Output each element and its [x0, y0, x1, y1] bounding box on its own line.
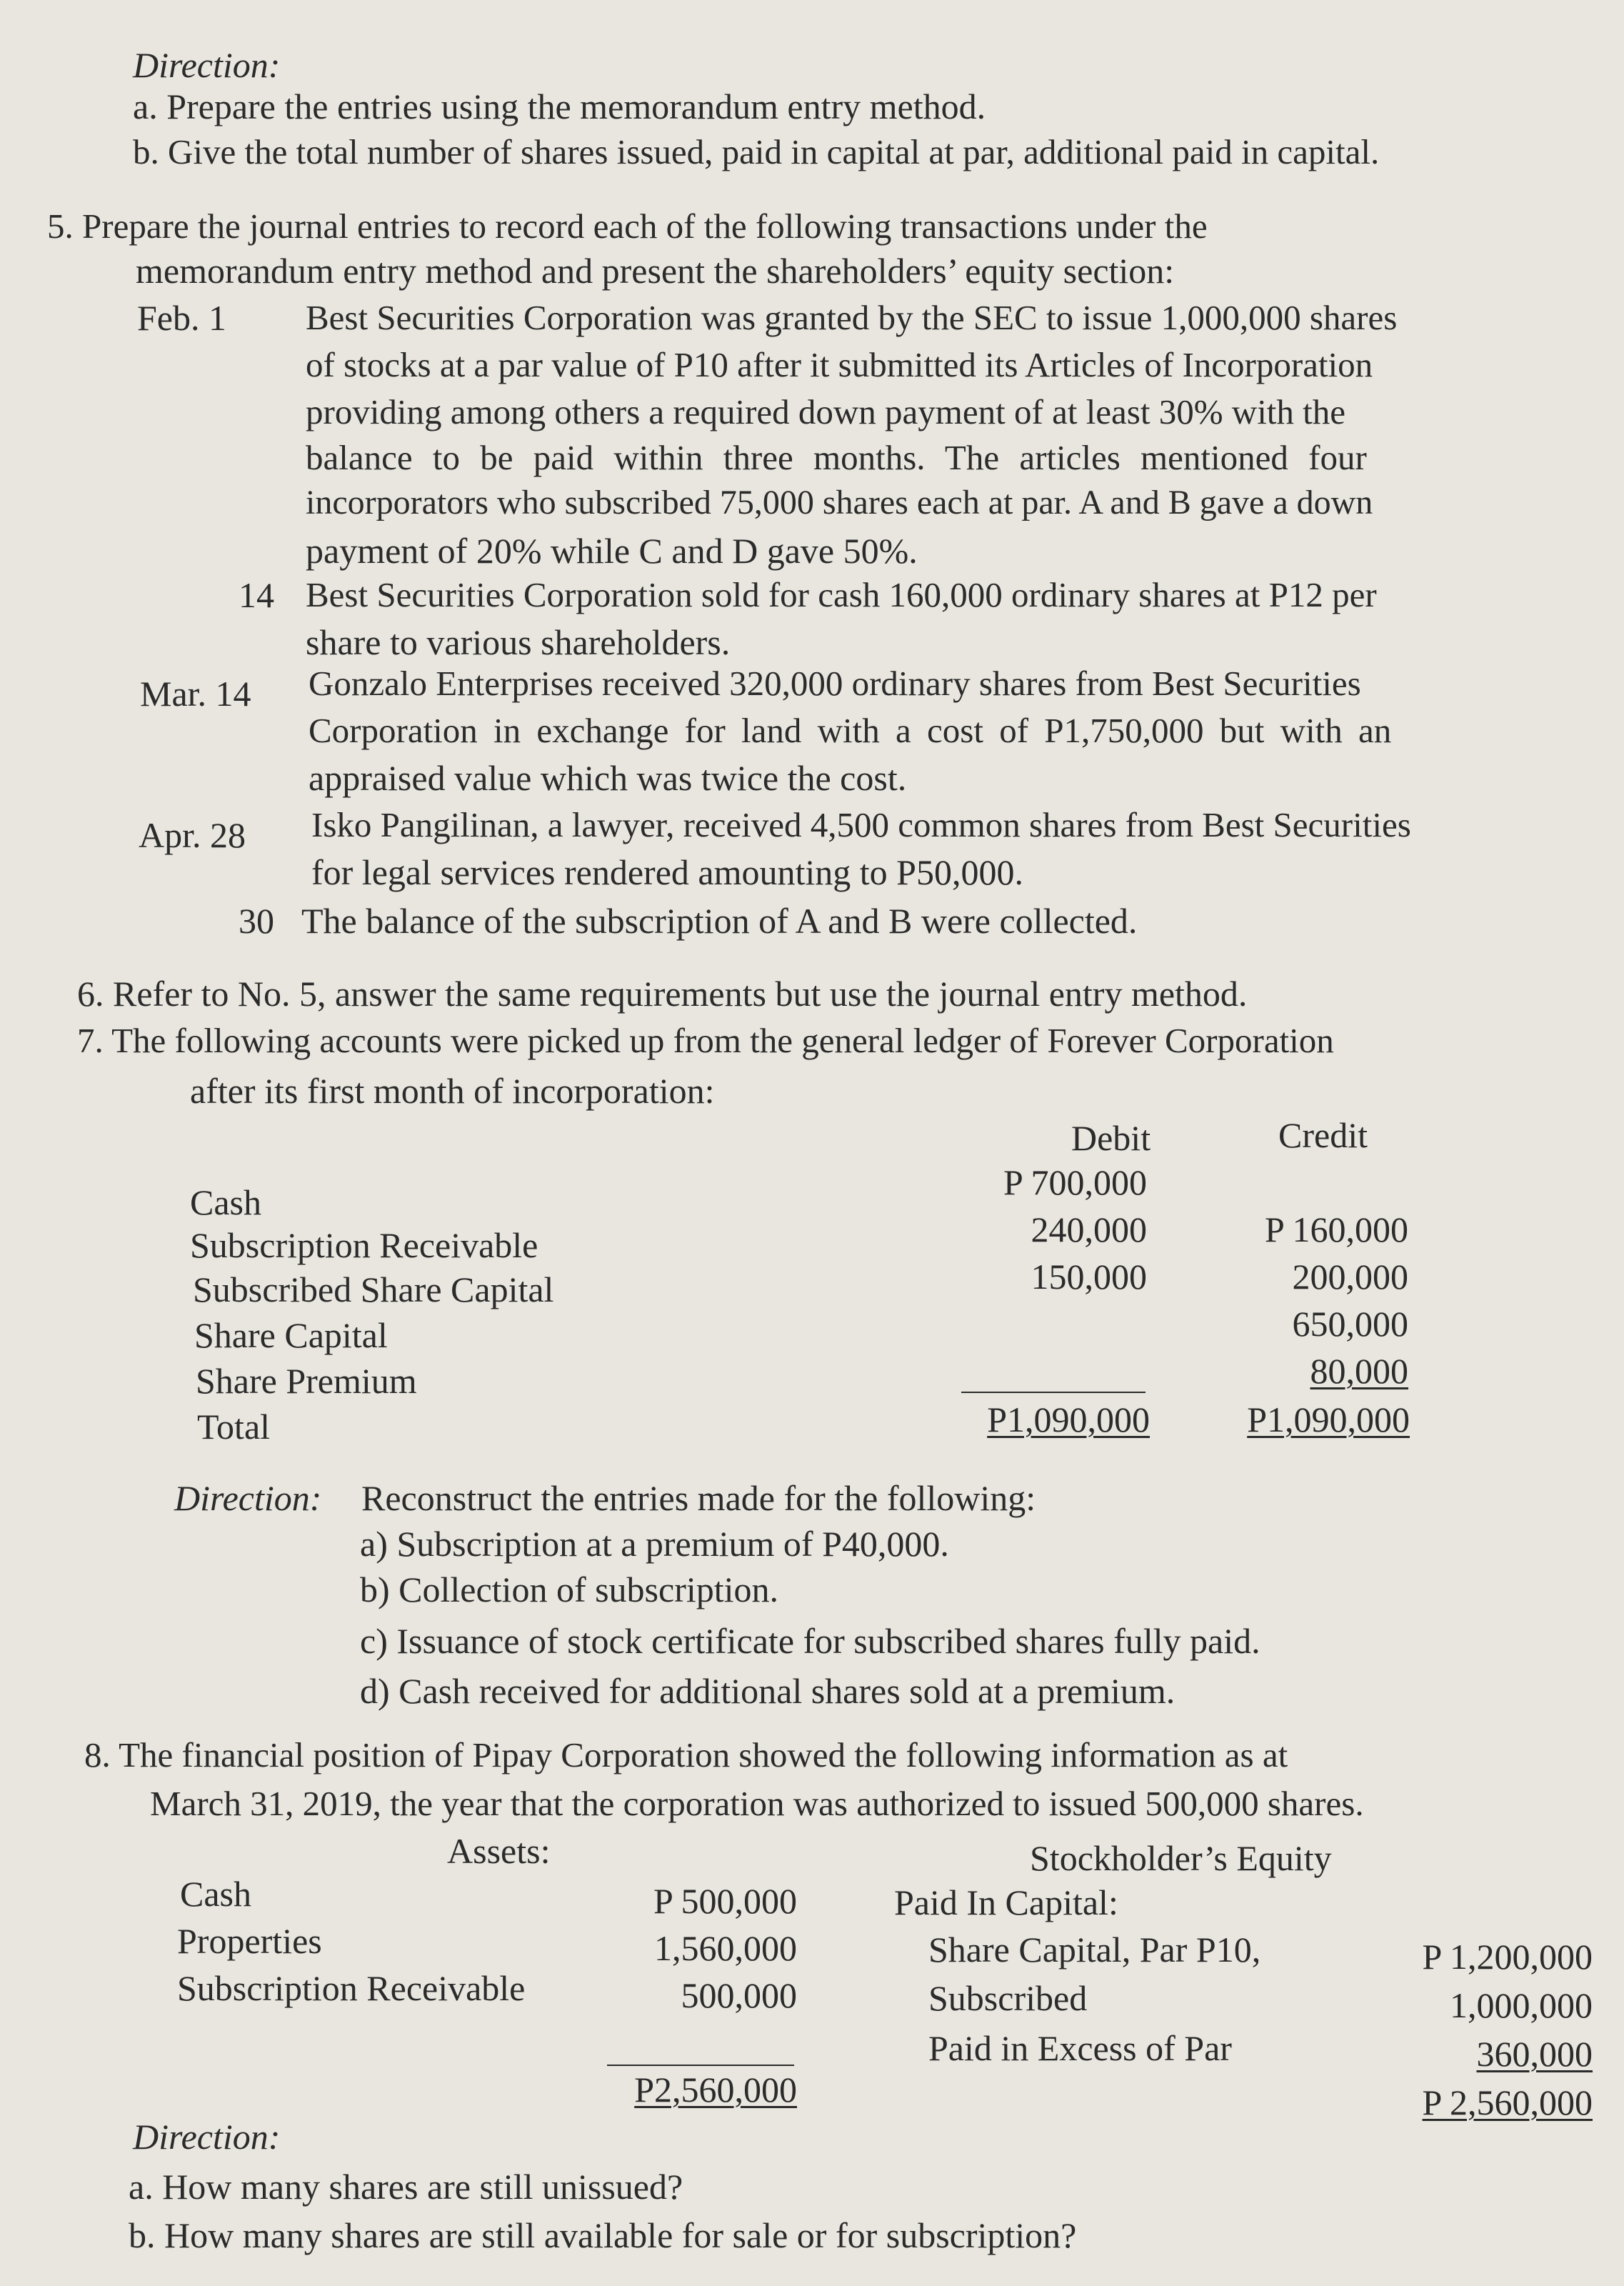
credit-value: 80,000: [1310, 1351, 1408, 1391]
account-name: Cash: [190, 1182, 261, 1222]
feb1-date: Feb. 1: [137, 298, 226, 338]
equity-name: Paid in Excess of Par: [928, 2028, 1232, 2068]
paid-in-label: Paid In Capital:: [894, 1882, 1118, 1922]
asset-name: Properties: [177, 1921, 322, 1961]
problem8-item: a. How many shares are still unissued?: [129, 2167, 683, 2207]
feb1-line: balance to be paid within three months. The articles mentioned four: [306, 438, 1367, 477]
credit-value: 200,000: [1292, 1257, 1408, 1297]
problem5-line: 5. Prepare the journal entries to record each of the following transactions under the: [47, 206, 1208, 246]
problem8-line: March 31, 2019, the year that the corporation was authorized to issued 500,000 shares.: [150, 1784, 1364, 1823]
problem7-direction-text: Reconstruct the entries made for the following:: [361, 1478, 1036, 1518]
problem7-item: b) Collection of subscription.: [360, 1569, 779, 1609]
equity-value: P 1,200,000: [1422, 1937, 1593, 1977]
problem8-line: 8. The financial position of Pipay Corporation showed the following information as at: [84, 1735, 1288, 1775]
apr28-line: Isko Pangilinan, a lawyer, received 4,500 common shares from Best Securities: [311, 805, 1411, 844]
asset-sum-rule: [607, 2065, 794, 2066]
intro-direction-label: Direction:: [133, 45, 281, 85]
mar14-line: appraised value which was twice the cost.: [309, 758, 907, 798]
asset-total: P2,560,000: [634, 2070, 797, 2110]
credit-value: 650,000: [1292, 1304, 1408, 1344]
apr28-line: for legal services rendered amounting to P50,000.: [311, 852, 1023, 892]
asset-value: 500,000: [681, 1975, 797, 2015]
account-name: Total: [197, 1407, 271, 1447]
credit-value: P 160,000: [1265, 1209, 1408, 1249]
equity-value: 1,000,000: [1450, 1985, 1593, 2025]
problem8-direction-label: Direction:: [133, 2117, 281, 2157]
problem7-item: d) Cash received for additional shares sold at a premium.: [360, 1671, 1176, 1711]
feb14-line: Best Securities Corporation sold for cash 160,000 ordinary shares at P12 per: [306, 575, 1377, 614]
apr30-date: 30: [239, 901, 274, 941]
problem7-direction-label: Direction:: [174, 1478, 322, 1518]
feb1-line: incorporators who subscribed 75,000 shares each at par. A and B gave a down: [306, 484, 1373, 521]
asset-name: Cash: [180, 1874, 251, 1914]
problem6: 6. Refer to No. 5, answer the same requirements but use the journal entry method.: [77, 974, 1248, 1014]
credit-total: P1,090,000: [1247, 1399, 1410, 1439]
equity-total: P 2,560,000: [1422, 2082, 1593, 2122]
mar14-line: Corporation in exchange for land with a cost of P1,750,000 but with an: [309, 711, 1392, 750]
equity-value: 360,000: [1476, 2034, 1593, 2074]
problem7-line: after its first month of incorporation:: [190, 1071, 715, 1111]
mar14-line: Gonzalo Enterprises received 320,000 ordinary shares from Best Securities: [309, 664, 1361, 703]
asset-value: P 500,000: [653, 1881, 797, 1921]
credit-header: Credit: [1278, 1115, 1368, 1155]
problem7-item: a) Subscription at a premium of P40,000.: [360, 1524, 949, 1564]
asset-value: 1,560,000: [654, 1928, 797, 1968]
debit-sum-rule: [961, 1392, 1146, 1393]
feb1-line: of stocks at a par value of P10 after it submitted its Articles of Incorporation: [306, 345, 1373, 384]
feb14-date: 14: [239, 575, 274, 615]
debit-header: Debit: [1071, 1118, 1151, 1158]
equity-name: Share Capital, Par P10,: [928, 1930, 1261, 1970]
apr28-date: Apr. 28: [139, 815, 246, 855]
intro-item-a: a. Prepare the entries using the memorandum entry method.: [133, 86, 986, 126]
problem5-line: memorandum entry method and present the shareholders’ equity section:: [136, 251, 1175, 291]
debit-value: 240,000: [1031, 1209, 1147, 1249]
equity-label: Stockholder’s Equity: [1030, 1838, 1332, 1878]
debit-value: 150,000: [1031, 1257, 1147, 1297]
intro-item-b: b. Give the total number of shares issued, paid in capital at par, additional paid in capital.: [133, 132, 1380, 171]
asset-name: Subscription Receivable: [177, 1968, 526, 2008]
mar14-date: Mar. 14: [140, 674, 251, 714]
feb1-line: providing among others a required down payment of at least 30% with the: [306, 392, 1346, 431]
feb1-line: Best Securities Corporation was granted by the SEC to issue 1,000,000 shares: [306, 298, 1398, 337]
assets-label: Assets:: [447, 1831, 551, 1871]
debit-value: P 700,000: [1003, 1162, 1147, 1202]
feb1-line: payment of 20% while C and D gave 50%.: [306, 531, 918, 571]
problem8-item: b. How many shares are still available for sale or for subscription?: [129, 2215, 1077, 2255]
account-name: Subscription Receivable: [190, 1225, 538, 1265]
apr30-line: The balance of the subscription of A and B were collected.: [301, 901, 1138, 941]
equity-name: Subscribed: [928, 1978, 1088, 2018]
problem7-item: c) Issuance of stock certificate for subscribed shares fully paid.: [360, 1621, 1260, 1661]
feb14-line: share to various shareholders.: [306, 622, 731, 662]
account-name: Subscribed Share Capital: [193, 1269, 554, 1309]
problem7-line: 7. The following accounts were picked up from the general ledger of Forever Corporation: [77, 1021, 1334, 1060]
account-name: Share Premium: [196, 1361, 417, 1401]
account-name: Share Capital: [194, 1315, 388, 1355]
debit-total: P1,090,000: [987, 1399, 1150, 1439]
